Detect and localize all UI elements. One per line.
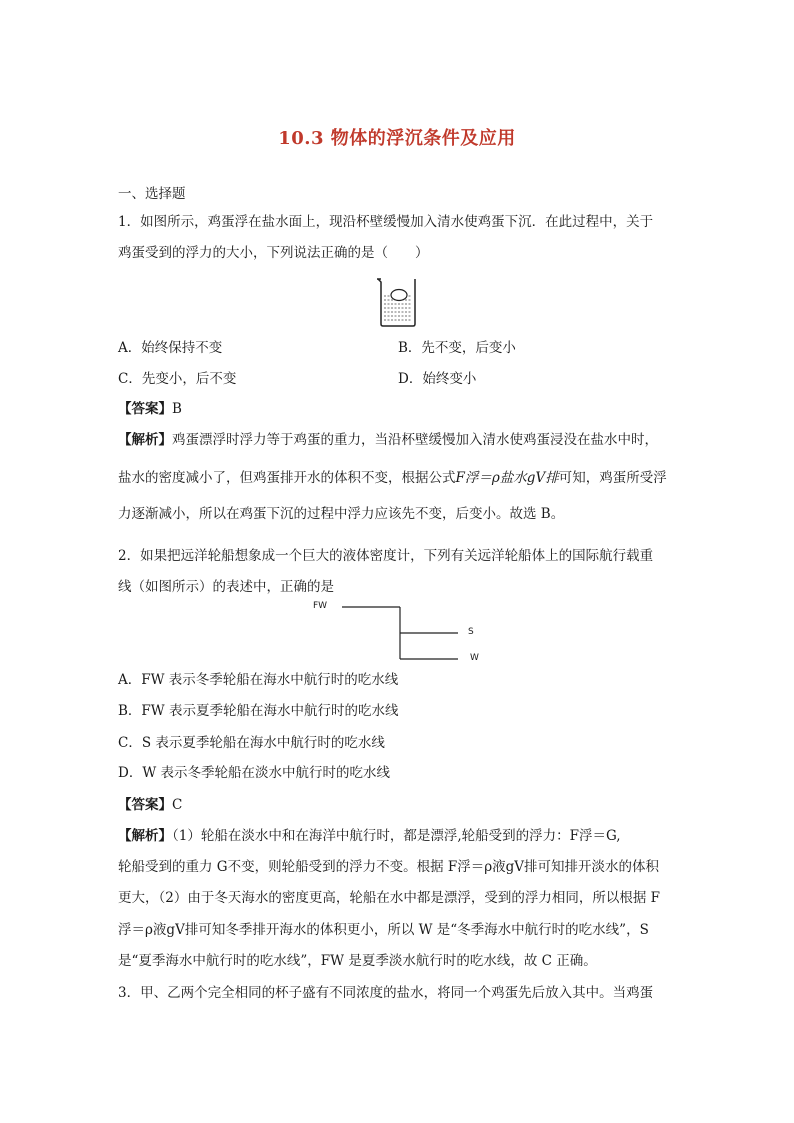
q2-explanation-line1	[118, 826, 621, 846]
w-label: W	[470, 653, 479, 663]
q1-stem-line2: 鸡蛋受到的浮力的大小，下列说法正确的是（ ）	[118, 245, 429, 261]
fw-label: FW	[313, 601, 328, 611]
q1-option-a: A．始终保持不变	[118, 340, 223, 356]
q1-explanation-line1	[118, 430, 658, 450]
q2-option-a: A．FW 表示冬季轮船在海水中航行时的吃水线	[118, 672, 399, 688]
q2-option-c: C．S 表示夏季轮船在海水中航行时的吃水线	[118, 735, 385, 751]
q3-stem-line1: 3．甲、乙两个完全相同的杯子盛有不同浓度的盐水，将同一个鸡蛋先后放入其中。当鸡蛋	[118, 985, 654, 1001]
q1-explanation-text1: 鸡蛋漂浮时浮力等于鸡蛋的重力，当沿杯壁缓慢加入清水使鸡蛋浸没在盐水中时，	[172, 432, 658, 448]
q2-explanation-text1: （1）轮船在淡水中和在海洋中航行时，都是漂浮,轮船受到的浮力：F浮＝G,	[172, 828, 621, 844]
beaker-with-egg-figure	[375, 276, 421, 328]
q1-explanation-label: 【解析】	[118, 432, 172, 448]
q2-explanation-label: 【解析】	[118, 828, 172, 844]
q1-option-c: C．先变小，后不变	[118, 371, 237, 387]
q1-answer	[118, 399, 182, 419]
q1-explanation-text2a: 盐水的密度减小了，但鸡蛋排开水的体积不变，根据公式	[118, 470, 456, 486]
q2-option-d: D．W 表示冬季轮船在淡水中航行时的吃水线	[118, 765, 390, 781]
page-title: 10.3 物体的浮沉条件及应用	[278, 128, 516, 149]
q2-stem-line2: 线（如图所示）的表述中，正确的是	[118, 579, 334, 595]
q2-answer-value: C	[172, 797, 183, 813]
q1-answer-label: 【答案】	[118, 401, 172, 417]
q2-explanation-line4: 浮＝ρ液gV排可知冬季排开海水的体积更小，所以 W 是“冬季海水中航行时的吃水线”，S	[118, 922, 649, 938]
s-label: S	[468, 627, 474, 637]
q1-stem-line1: 1．如图所示，鸡蛋浮在盐水面上，现沿杯壁缓慢加入清水使鸡蛋下沉．在此过程中，关于	[118, 214, 654, 230]
q2-answer-label: 【答案】	[118, 797, 172, 813]
q2-stem-line1: 2．如果把远洋轮船想象成一个巨大的液体密度计，下列有关远洋轮船体上的国际航行载重	[118, 548, 654, 564]
q1-option-b: B．先不变，后变小	[398, 340, 516, 356]
q1-explanation-line2	[118, 468, 667, 488]
q1-explanation-text2b: 可知，鸡蛋所受浮	[558, 470, 667, 486]
q2-explanation-line3: 更大，（2）由于冬天海水的密度更高，轮船在水中都是漂浮，受到的浮力相同，所以根据 F	[118, 890, 660, 906]
q2-option-b: B．FW 表示夏季轮船在海水中航行时的吃水线	[118, 703, 399, 719]
q1-answer-value: B	[172, 401, 182, 417]
q1-explanation-line3: 力逐渐减小，所以在鸡蛋下沉的过程中浮力应该先不变，后变小。故选 B。	[118, 506, 565, 522]
q1-formula: F浮＝ρ盐水gV排	[455, 470, 559, 486]
q2-explanation-line2: 轮船受到的重力 G不变，则轮船受到的浮力不变。根据 F浮＝ρ液gV排可知排开淡水的体积	[118, 859, 660, 875]
q1-option-d: D．始终变小	[398, 371, 477, 387]
q2-answer	[118, 795, 182, 815]
q2-explanation-line5: 是“夏季海水中航行时的吃水线”，FW 是夏季淡水航行时的吃水线，故 C 正确。	[118, 953, 597, 969]
section-heading: 一、选择题	[118, 186, 186, 202]
